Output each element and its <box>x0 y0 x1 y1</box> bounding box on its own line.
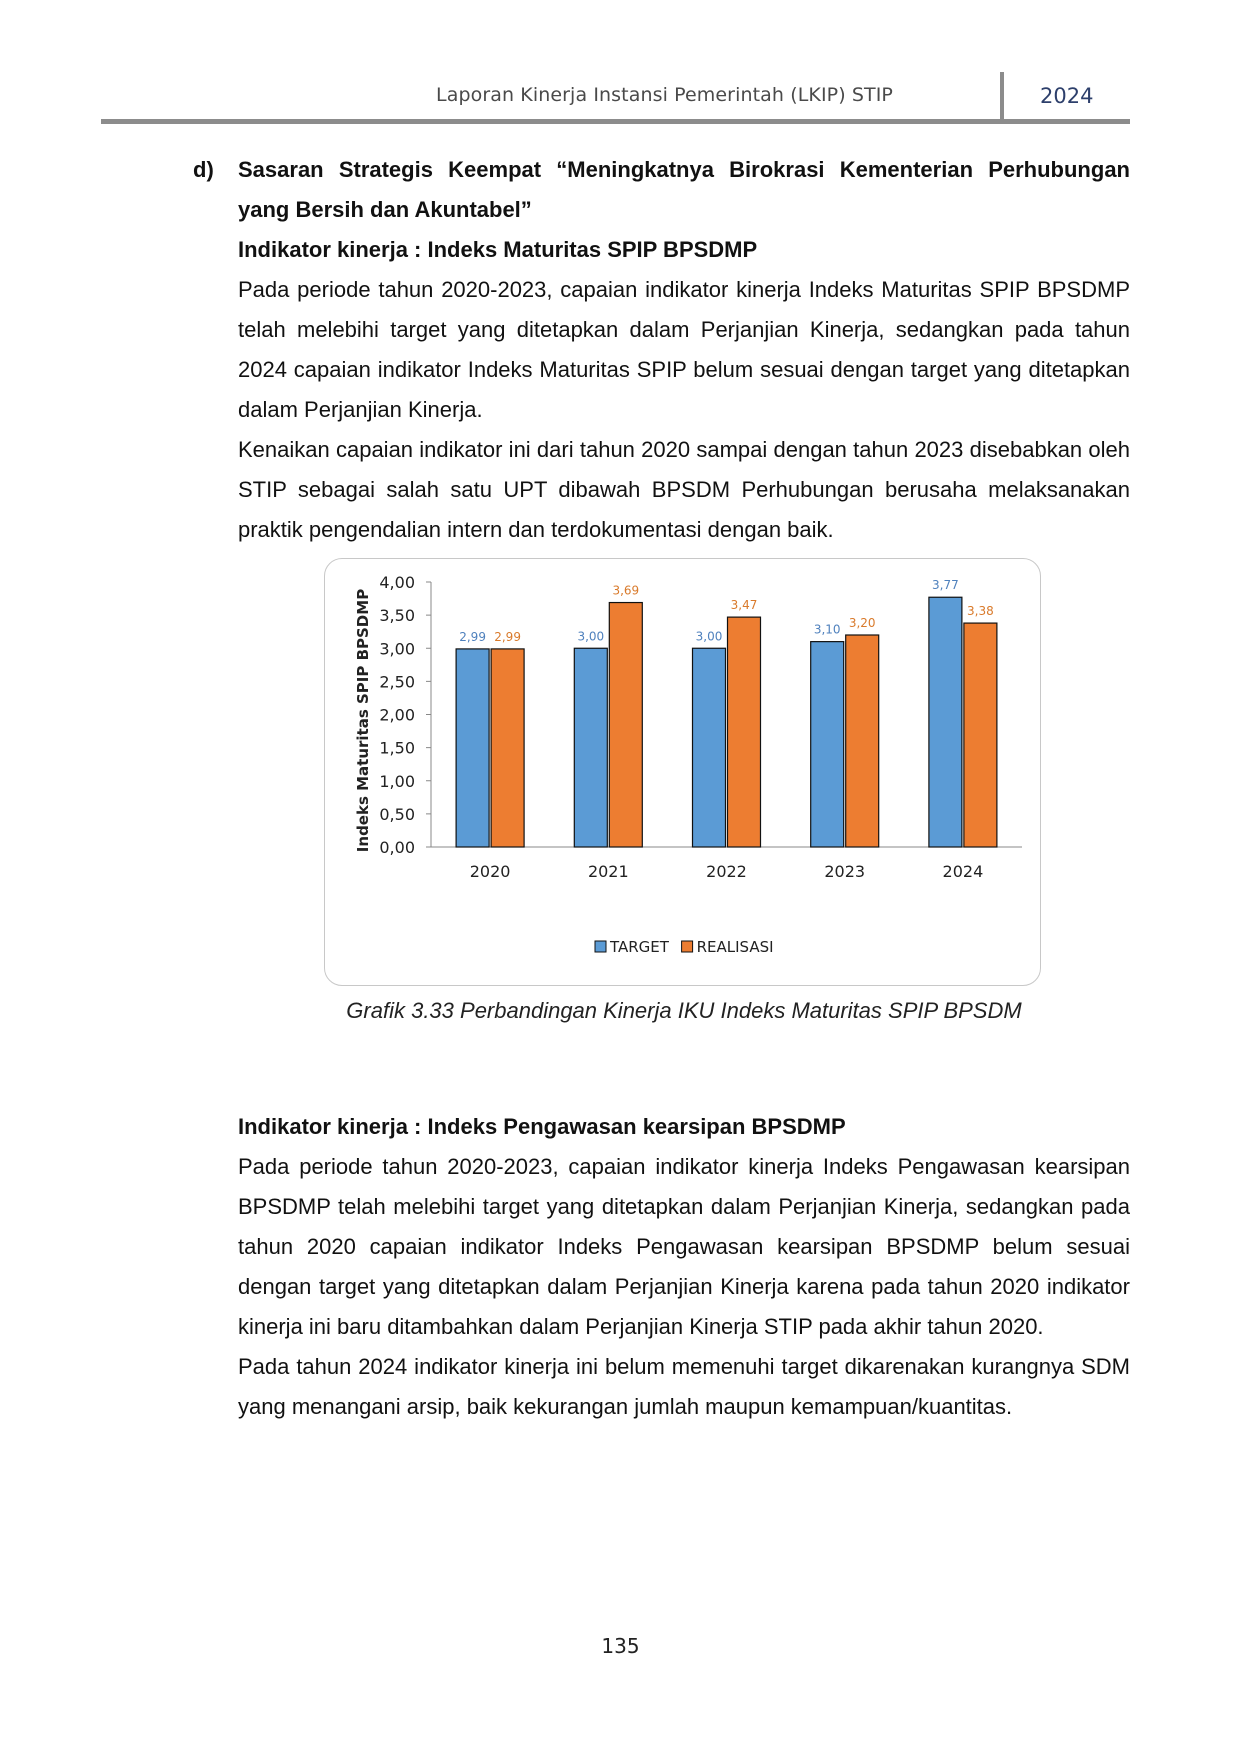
bar-target-2021 <box>574 648 607 847</box>
x-tick-label: 2022 <box>706 862 747 881</box>
data-label-realisasi-2021: 3,69 <box>612 583 640 598</box>
bar-target-2023 <box>811 642 844 847</box>
data-label-realisasi-2020: 2,99 <box>494 629 521 644</box>
data-label-target-2021: 3,00 <box>577 629 605 644</box>
y-tick-label: 0,50 <box>379 804 415 824</box>
data-label-target-2020: 2,99 <box>459 629 486 644</box>
page-number: 135 <box>601 1634 640 1658</box>
x-tick-label: 2023 <box>824 862 866 881</box>
data-label-realisasi-2024: 3,38 <box>967 604 994 619</box>
bar-target-2024 <box>929 597 962 847</box>
y-tick-label: 2,00 <box>379 705 415 725</box>
legend-label-target: TARGET <box>610 938 669 956</box>
bar-realisasi-2021 <box>609 603 642 847</box>
header-title: Laporan Kinerja Instansi Pemerintah (LKIP) STIP <box>436 84 893 106</box>
data-label-realisasi-2022: 3,47 <box>730 598 758 613</box>
section-bottom <box>238 1107 1130 1427</box>
figure-caption: Grafik 3.33 Perbandingan Kinerja IKU Indeks Maturitas SPIP BPSDM <box>346 998 1022 1023</box>
y-tick-label: 3,00 <box>379 639 415 659</box>
header-divider <box>1000 72 1004 124</box>
indicator1-heading: Indikator kinerja : Indeks Maturitas SPIP BPSDMP <box>238 237 758 262</box>
indicator1-paragraph1: Pada periode tahun 2020-2023, capaian indikator kinerja Indeks Maturitas SPIP BPSDMP telah melebihi target yang ditetapkan dalam Perjanjian Kinerja, sedangkan pada tahun 2024 capaian indikator Indeks Maturitas SPIP belum sesuai dengan target yang ditetapkan dalam Perjanjian Kinerja. <box>238 277 1130 422</box>
indicator2-paragraph2: Pada tahun 2024 indikator kinerja ini belum memenuhi target dikarenakan kurangnya SDM yang menangani arsip, baik kekurangan jumlah maupun kemampuan/kuantitas. <box>238 1354 1130 1419</box>
section-top <box>238 150 1130 550</box>
y-tick-label: 4,00 <box>379 573 415 592</box>
bar-realisasi-2023 <box>846 635 879 847</box>
legend-label-realisasi: REALISASI <box>696 938 774 956</box>
data-label-realisasi-2023: 3,20 <box>848 616 876 630</box>
legend-swatch-target <box>595 941 606 952</box>
bar-target-2022 <box>693 648 726 847</box>
y-tick-label: 1,50 <box>379 738 415 758</box>
indicator1-paragraph2: Kenaikan capaian indikator ini dari tahun 2020 sampai dengan tahun 2023 disebabkan oleh STIP sebagai salah satu UPT dibawah BPSDM Perhubungan berusaha melaksanakan praktik pengendalian intern dan terdokumentasi dengan baik. <box>238 437 1130 542</box>
bar-realisasi-2022 <box>728 617 761 847</box>
y-tick-label: 0,00 <box>379 838 415 857</box>
section-title-line1: Sasaran Strategis Keempat “Meningkatnya Birokrasi Kementerian Perhubungan <box>238 157 1130 182</box>
y-tick-label: 2,50 <box>379 672 415 692</box>
x-tick-label: 2021 <box>587 862 629 881</box>
y-tick-label: 1,00 <box>379 771 415 791</box>
indicator2-heading: Indikator kinerja : Indeks Pengawasan kearsipan BPSDMP <box>238 1114 846 1139</box>
y-tick-label: 3,50 <box>379 606 415 626</box>
indicator2-paragraph1: Pada periode tahun 2020-2023, capaian indikator kinerja Indeks Pengawasan kearsipan BPSDMP telah melebihi target yang ditetapkan dalam Perjanjian Kinerja, sedangkan pada tahun 2020 capaian indikator Indeks Pengawasan kearsipan BPSDMP belum sesuai dengan target yang ditetapkan dalam Perjanjian Kinerja karena pada tahun 2020 indikator kinerja ini baru ditambahkan dalam Perjanjian Kinerja STIP pada akhir tahun 2020. <box>238 1154 1130 1339</box>
data-label-target-2023: 3,10 <box>813 622 841 637</box>
header-year: 2024 <box>1040 84 1094 108</box>
bar-target-2020 <box>456 649 489 847</box>
header-rule <box>101 119 1130 124</box>
section-title-line2: yang Bersih dan Akuntabel” <box>238 197 532 222</box>
x-tick-label: 2020 <box>469 862 511 881</box>
bar-realisasi-2024 <box>964 623 997 847</box>
y-axis-title: Indeks Maturitas SPIP BPSDMP <box>354 588 372 853</box>
x-tick-label: 2024 <box>942 862 984 881</box>
chart-container <box>324 558 1041 986</box>
section-marker: d) <box>193 157 214 182</box>
bar-chart <box>325 559 1042 987</box>
data-label-target-2022: 3,00 <box>695 629 723 644</box>
bar-realisasi-2020 <box>491 649 524 847</box>
data-label-target-2024: 3,77 <box>932 578 959 593</box>
legend-swatch-realisasi <box>682 941 693 952</box>
